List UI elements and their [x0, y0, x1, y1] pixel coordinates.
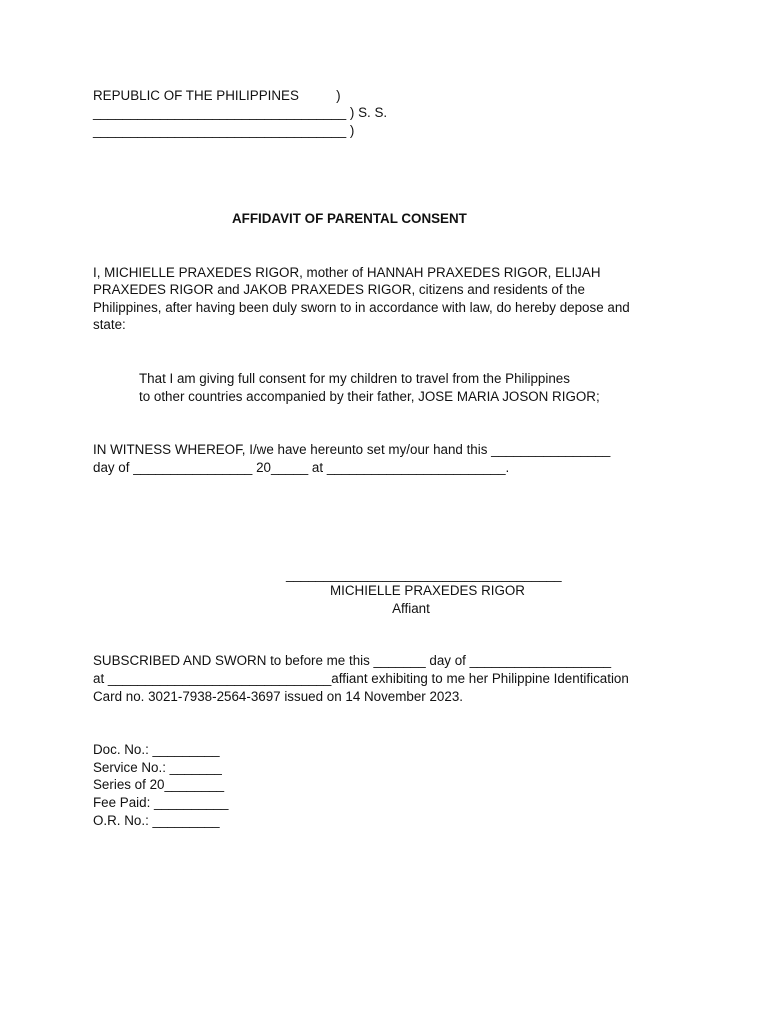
consent-line: to other countries accompanied by their father, JOSE MARIA JOSON RIGOR;: [139, 389, 600, 404]
jurat-line: Card no. 3021-7938-2564-3697 issued on 14 November 2023.: [93, 689, 463, 704]
document-title: AFFIDAVIT OF PARENTAL CONSENT: [232, 211, 467, 226]
jurat-line: SUBSCRIBED AND SWORN to before me this _______ day of ___________________: [93, 653, 612, 668]
witness-line: IN WITNESS WHEREOF, I/we have hereunto set my/our hand this ________________: [93, 442, 611, 457]
fee-paid-field: Fee Paid: __________: [93, 795, 229, 810]
intro-line: PRAXEDES RIGOR and JAKOB PRAXEDES RIGOR, citizens and residents of the: [93, 282, 585, 297]
intro-line: I, MICHIELLE PRAXEDES RIGOR, mother of HANNAH PRAXEDES RIGOR, ELIJAH: [93, 265, 601, 280]
affiant-name: MICHIELLE PRAXEDES RIGOR: [330, 583, 525, 598]
jurat-line: at ______________________________affiant exhibiting to me her Philippine Identification: [93, 671, 629, 686]
consent-line: That I am giving full consent for my children to travel from the Philippines: [139, 371, 570, 386]
or-no-field: O.R. No.: _________: [93, 813, 220, 828]
witness-line: day of ________________ 20_____ at ________________________.: [93, 460, 510, 475]
series-field: Series of 20________: [93, 777, 225, 792]
service-no-field: Service No.: _______: [93, 760, 222, 775]
venue-blank-line-2: __________________________________ ): [93, 123, 355, 138]
intro-line: Philippines, after having been duly sworn to in accordance with law, do hereby depose and: [93, 300, 630, 315]
doc-no-field: Doc. No.: _________: [93, 742, 220, 757]
venue-blank-line-1: __________________________________ ) S. S.: [93, 105, 388, 120]
signature-line: _____________________________________: [286, 567, 562, 582]
affiant-label: Affiant: [392, 601, 430, 616]
intro-line: state:: [93, 317, 126, 332]
venue-republic-line: REPUBLIC OF THE PHILIPPINES ): [93, 88, 341, 103]
